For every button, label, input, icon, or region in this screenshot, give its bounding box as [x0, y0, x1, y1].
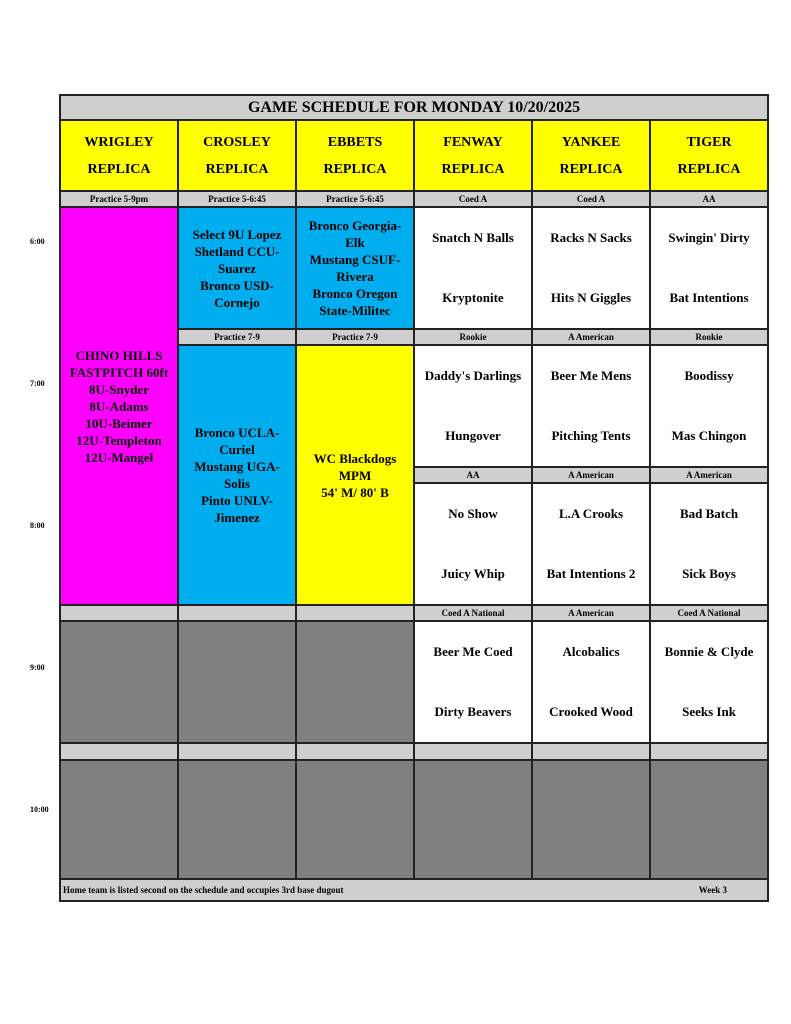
slot-label: Coed A National [650, 605, 768, 621]
game-cell [414, 345, 532, 467]
slot-label: A American [532, 467, 650, 483]
block-line: 54' M/ 80' B [321, 484, 389, 500]
slot-label-empty [178, 743, 296, 760]
game-cell [650, 345, 768, 467]
home-team: Kryptonite [442, 290, 504, 305]
away-team: Beer Me Coed [433, 644, 513, 659]
block-line: FASTPITCH 60ft [69, 364, 169, 380]
game-cell [532, 621, 650, 743]
block-line: Solis [223, 476, 250, 491]
block-line: CHINO HILLS [75, 347, 163, 363]
away-team: L.A Crooks [558, 506, 624, 521]
home-team: Juicy Whip [441, 566, 505, 581]
crosley-early-block [178, 207, 296, 329]
ebbets-early-block [296, 207, 414, 329]
block-line: Cornejo [214, 294, 260, 310]
home-team: Pitching Tents [551, 428, 631, 443]
block-line: Select 9U Lopez [192, 226, 282, 242]
empty-slot [650, 760, 768, 879]
slot-label: Practice 7-9 [296, 329, 414, 345]
block-line: Bronco Georgia- [308, 218, 402, 233]
slot-label: Rookie [650, 329, 768, 345]
ebbets-late-block [296, 345, 414, 605]
slot-label-empty [414, 743, 532, 760]
game-cell [650, 207, 768, 329]
game-cell [650, 621, 768, 743]
away-team: Bad Batch [679, 506, 739, 521]
schedule-table [59, 94, 769, 902]
block-line: Curiel [219, 442, 255, 457]
slot-label-empty [60, 743, 178, 760]
block-line: Jimenez [214, 510, 260, 525]
field-header [296, 120, 414, 191]
block-line: MPM [338, 467, 372, 483]
time-label: 10:00 [30, 805, 49, 814]
slot-label: Coed A National [414, 605, 532, 621]
empty-slot [532, 760, 650, 879]
field-name: CROSLEY [203, 134, 271, 150]
field-header [532, 120, 650, 191]
slot-label-empty [296, 743, 414, 760]
away-team: Alcobalics [562, 644, 620, 659]
slot-label-empty [532, 743, 650, 760]
block-line: 10U-Beimer [85, 415, 153, 431]
slot-label: Practice 7-9 [178, 329, 296, 345]
schedule-title: GAME SCHEDULE FOR MONDAY 10/20/2025 [60, 95, 768, 120]
wrigley-practice-block [60, 207, 178, 605]
slot-label: Coed A [532, 191, 650, 207]
game-cell [414, 621, 532, 743]
away-team: Racks N Sacks [550, 230, 632, 245]
field-header [60, 120, 178, 191]
block-line: Elk [345, 235, 365, 250]
field-header [650, 120, 768, 191]
field-sub: REPLICA [677, 161, 741, 177]
game-cell [414, 483, 532, 605]
game-cell [532, 345, 650, 467]
field-sub: REPLICA [205, 161, 269, 177]
block-line: Pinto UNLV- [201, 493, 273, 508]
away-team: No Show [448, 506, 498, 521]
field-name: EBBETS [327, 134, 383, 150]
block-line: Suarez [217, 260, 257, 276]
slot-label: A American [650, 467, 768, 483]
away-team: Swingin' Dirty [668, 230, 750, 245]
game-cell [532, 207, 650, 329]
game-cell [414, 207, 532, 329]
field-sub: REPLICA [441, 161, 505, 177]
empty-slot [414, 760, 532, 879]
footer-note: Home team is listed second on the schedule and occupies 3rd base dugout [63, 885, 344, 895]
slot-label: Coed A [414, 191, 532, 207]
field-sub: REPLICA [87, 161, 151, 177]
slot-label: A American [532, 329, 650, 345]
field-name: YANKEE [561, 134, 621, 150]
block-line: Bronco UCLA- [194, 425, 280, 440]
field-name: WRIGLEY [84, 134, 154, 150]
slot-label: A American [532, 605, 650, 621]
block-line: Mustang CSUF- [309, 252, 401, 267]
block-line: 12U-Mangel [84, 449, 154, 465]
footer-bar [60, 879, 768, 901]
slot-label: Practice 5-9pm [60, 191, 178, 207]
away-team: Daddy's Darlings [424, 368, 522, 383]
home-team: Hungover [445, 428, 501, 443]
block-line: 8U-Adams [89, 398, 149, 414]
block-line: Mustang UGA- [194, 459, 280, 474]
slot-label-empty [296, 605, 414, 621]
time-label: 8:00 [30, 521, 45, 530]
slot-label-empty [60, 605, 178, 621]
home-team: Sick Boys [682, 566, 736, 581]
block-line: Rivera [336, 269, 374, 284]
block-line: Bronco Oregon [312, 286, 398, 301]
block-line: State-Militec [319, 303, 391, 318]
slot-label: AA [650, 191, 768, 207]
field-sub: REPLICA [323, 161, 387, 177]
empty-slot [178, 621, 296, 743]
empty-slot [60, 621, 178, 743]
block-line: 12U-Templeton [76, 432, 162, 448]
home-team: Seeks Ink [682, 704, 736, 719]
slot-label-empty [178, 605, 296, 621]
time-label: 7:00 [30, 379, 45, 388]
block-line: Bronco USD- [200, 277, 274, 293]
away-team: Snatch N Balls [432, 230, 514, 245]
field-sub: REPLICA [559, 161, 623, 177]
game-cell [650, 483, 768, 605]
away-team: Bonnie & Clyde [664, 644, 754, 659]
field-name: TIGER [686, 134, 732, 150]
slot-label: Practice 5-6:45 [178, 191, 296, 207]
slot-label: AA [414, 467, 532, 483]
time-label: 6:00 [30, 237, 45, 246]
home-team: Bat Intentions [669, 290, 749, 305]
home-team: Bat Intentions 2 [546, 566, 636, 581]
away-team: Boodissy [684, 368, 734, 383]
away-team: Beer Me Mens [550, 368, 632, 383]
empty-slot [296, 621, 414, 743]
home-team: Mas Chingon [671, 428, 747, 443]
slot-label-empty [650, 743, 768, 760]
block-line: Shetland CCU- [194, 243, 280, 259]
home-team: Hits N Giggles [550, 290, 632, 305]
week-label: Week 3 [698, 885, 728, 895]
empty-slot [178, 760, 296, 879]
empty-slot [296, 760, 414, 879]
time-label: 9:00 [30, 663, 45, 672]
crosley-late-block [178, 345, 296, 605]
game-cell [532, 483, 650, 605]
block-line: 8U-Snyder [89, 381, 149, 397]
block-line: WC Blackdogs [313, 450, 397, 466]
field-name: FENWAY [443, 134, 503, 150]
field-header [414, 120, 532, 191]
home-team: Dirty Beavers [434, 704, 512, 719]
slot-label: Practice 5-6:45 [296, 191, 414, 207]
home-team: Crooked Wood [549, 704, 633, 719]
empty-slot [60, 760, 178, 879]
slot-label: Rookie [414, 329, 532, 345]
field-header [178, 120, 296, 191]
